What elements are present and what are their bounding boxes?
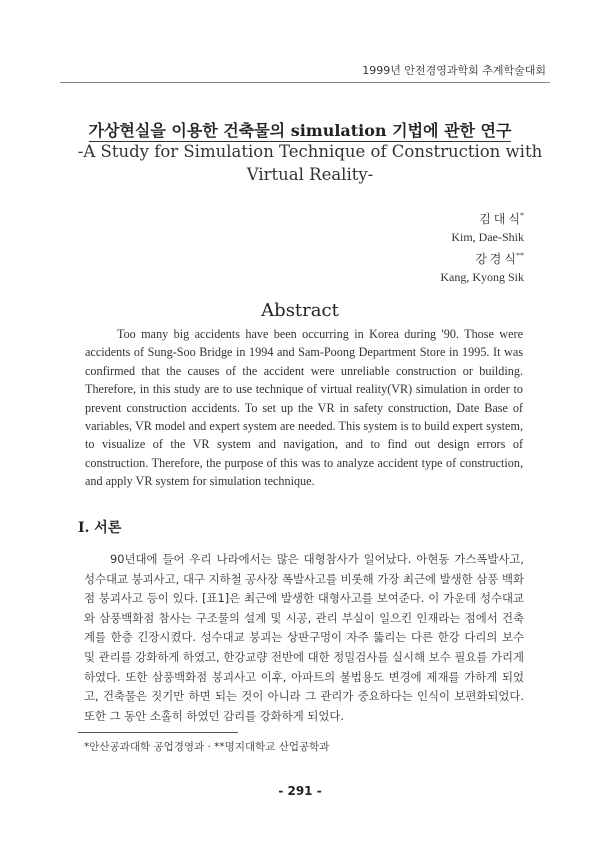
author-1-korean-name: 김 대 식: [479, 212, 520, 226]
header-divider: [60, 82, 550, 83]
paper-title-korean-text: 가상현실을 이용한 건축물의 simulation 기법에 관한 연구: [88, 121, 512, 140]
author-1-english: Kim, Dae-Shik: [451, 230, 524, 244]
paper-title-korean: [0, 118, 600, 141]
section-heading-introduction: I. 서론: [78, 520, 122, 536]
abstract-text: Too many big accidents have been occurring in Korea during '90. Those were accidents of Sung-Soo Bridge in 1994 and Sam-Poong Department Store in 1995. It was confirmed that the causes of the accident were unreliable construction or building. Therefore, in this study are to use technique of virtual reality(VR) simulation in order to prevent construction accidents. To set up the VR in safety construction, Date Base of variables, VR model and expert system are needed. This system is to build expert system, to visualize of the VR system and navigation, and to find out design errors of construction. Therefore, the purpose of this was to analyze accident type of construction, and apply VR system for simulation technique.: [85, 327, 523, 489]
section-text-introduction: 90년대에 들어 우리 나라에서는 많은 대형참사가 일어났다. 아현동 가스폭발사고, 성수대교 붕괴사고, 대구 지하철 공사장 폭발사고를 비롯해 가장 최근에 발생한 삼풍 백화점 붕괴사고 등이 있다. [표1]은 최근에 발생한 대형사고를 보여준다. 이 가운데 성수대교와 삼풍백화점 참사는 구조물의 설계 및 시공, 관리 부실이 일으킨 인재라는 점에서 건축계를 한층 긴장시켰다. 성수대교 붕괴는 상판구멍이 자주 뚫리는 다른 한강 다리의 보수 및 관리를 강화하게 하였고, 한강교량 전반에 대한 정밀검사를 실시해 보수 필요를 가리게 하였다. 또한 삼풍백화점 붕괴사고 이후, 아파트의 불법용도 변경에 제재를 가하게 되었고, 건축물은 짓기만 하면 되는 것이 아니라 그 관리가 중요하다는 인식이 보편화되었다. 또한 그 동안 소홀히 하였던 감리를 강화하게 되었다.: [84, 552, 524, 723]
paper-title-english: -A Study for Simulation Technique of Construction with Virtual Reality-: [77, 142, 543, 184]
author-2-korean: [475, 250, 524, 267]
author-2-korean-name: 강 경 식: [475, 252, 516, 266]
author-2-mark: **: [516, 251, 524, 260]
footnote-affiliations: *안산공과대학 공업경영과 · **명지대학교 산업공학과: [84, 741, 330, 753]
abstract-heading: Abstract: [261, 300, 339, 321]
author-1-mark: *: [520, 211, 524, 220]
page-number: - 291 -: [278, 784, 322, 798]
author-1-korean: [479, 210, 524, 227]
author-2-english: Kang, Kyong Sik: [440, 270, 524, 284]
conference-header: 1999년 안전경영과학회 추계학술대회: [362, 64, 546, 77]
footnote-divider: [78, 732, 238, 733]
